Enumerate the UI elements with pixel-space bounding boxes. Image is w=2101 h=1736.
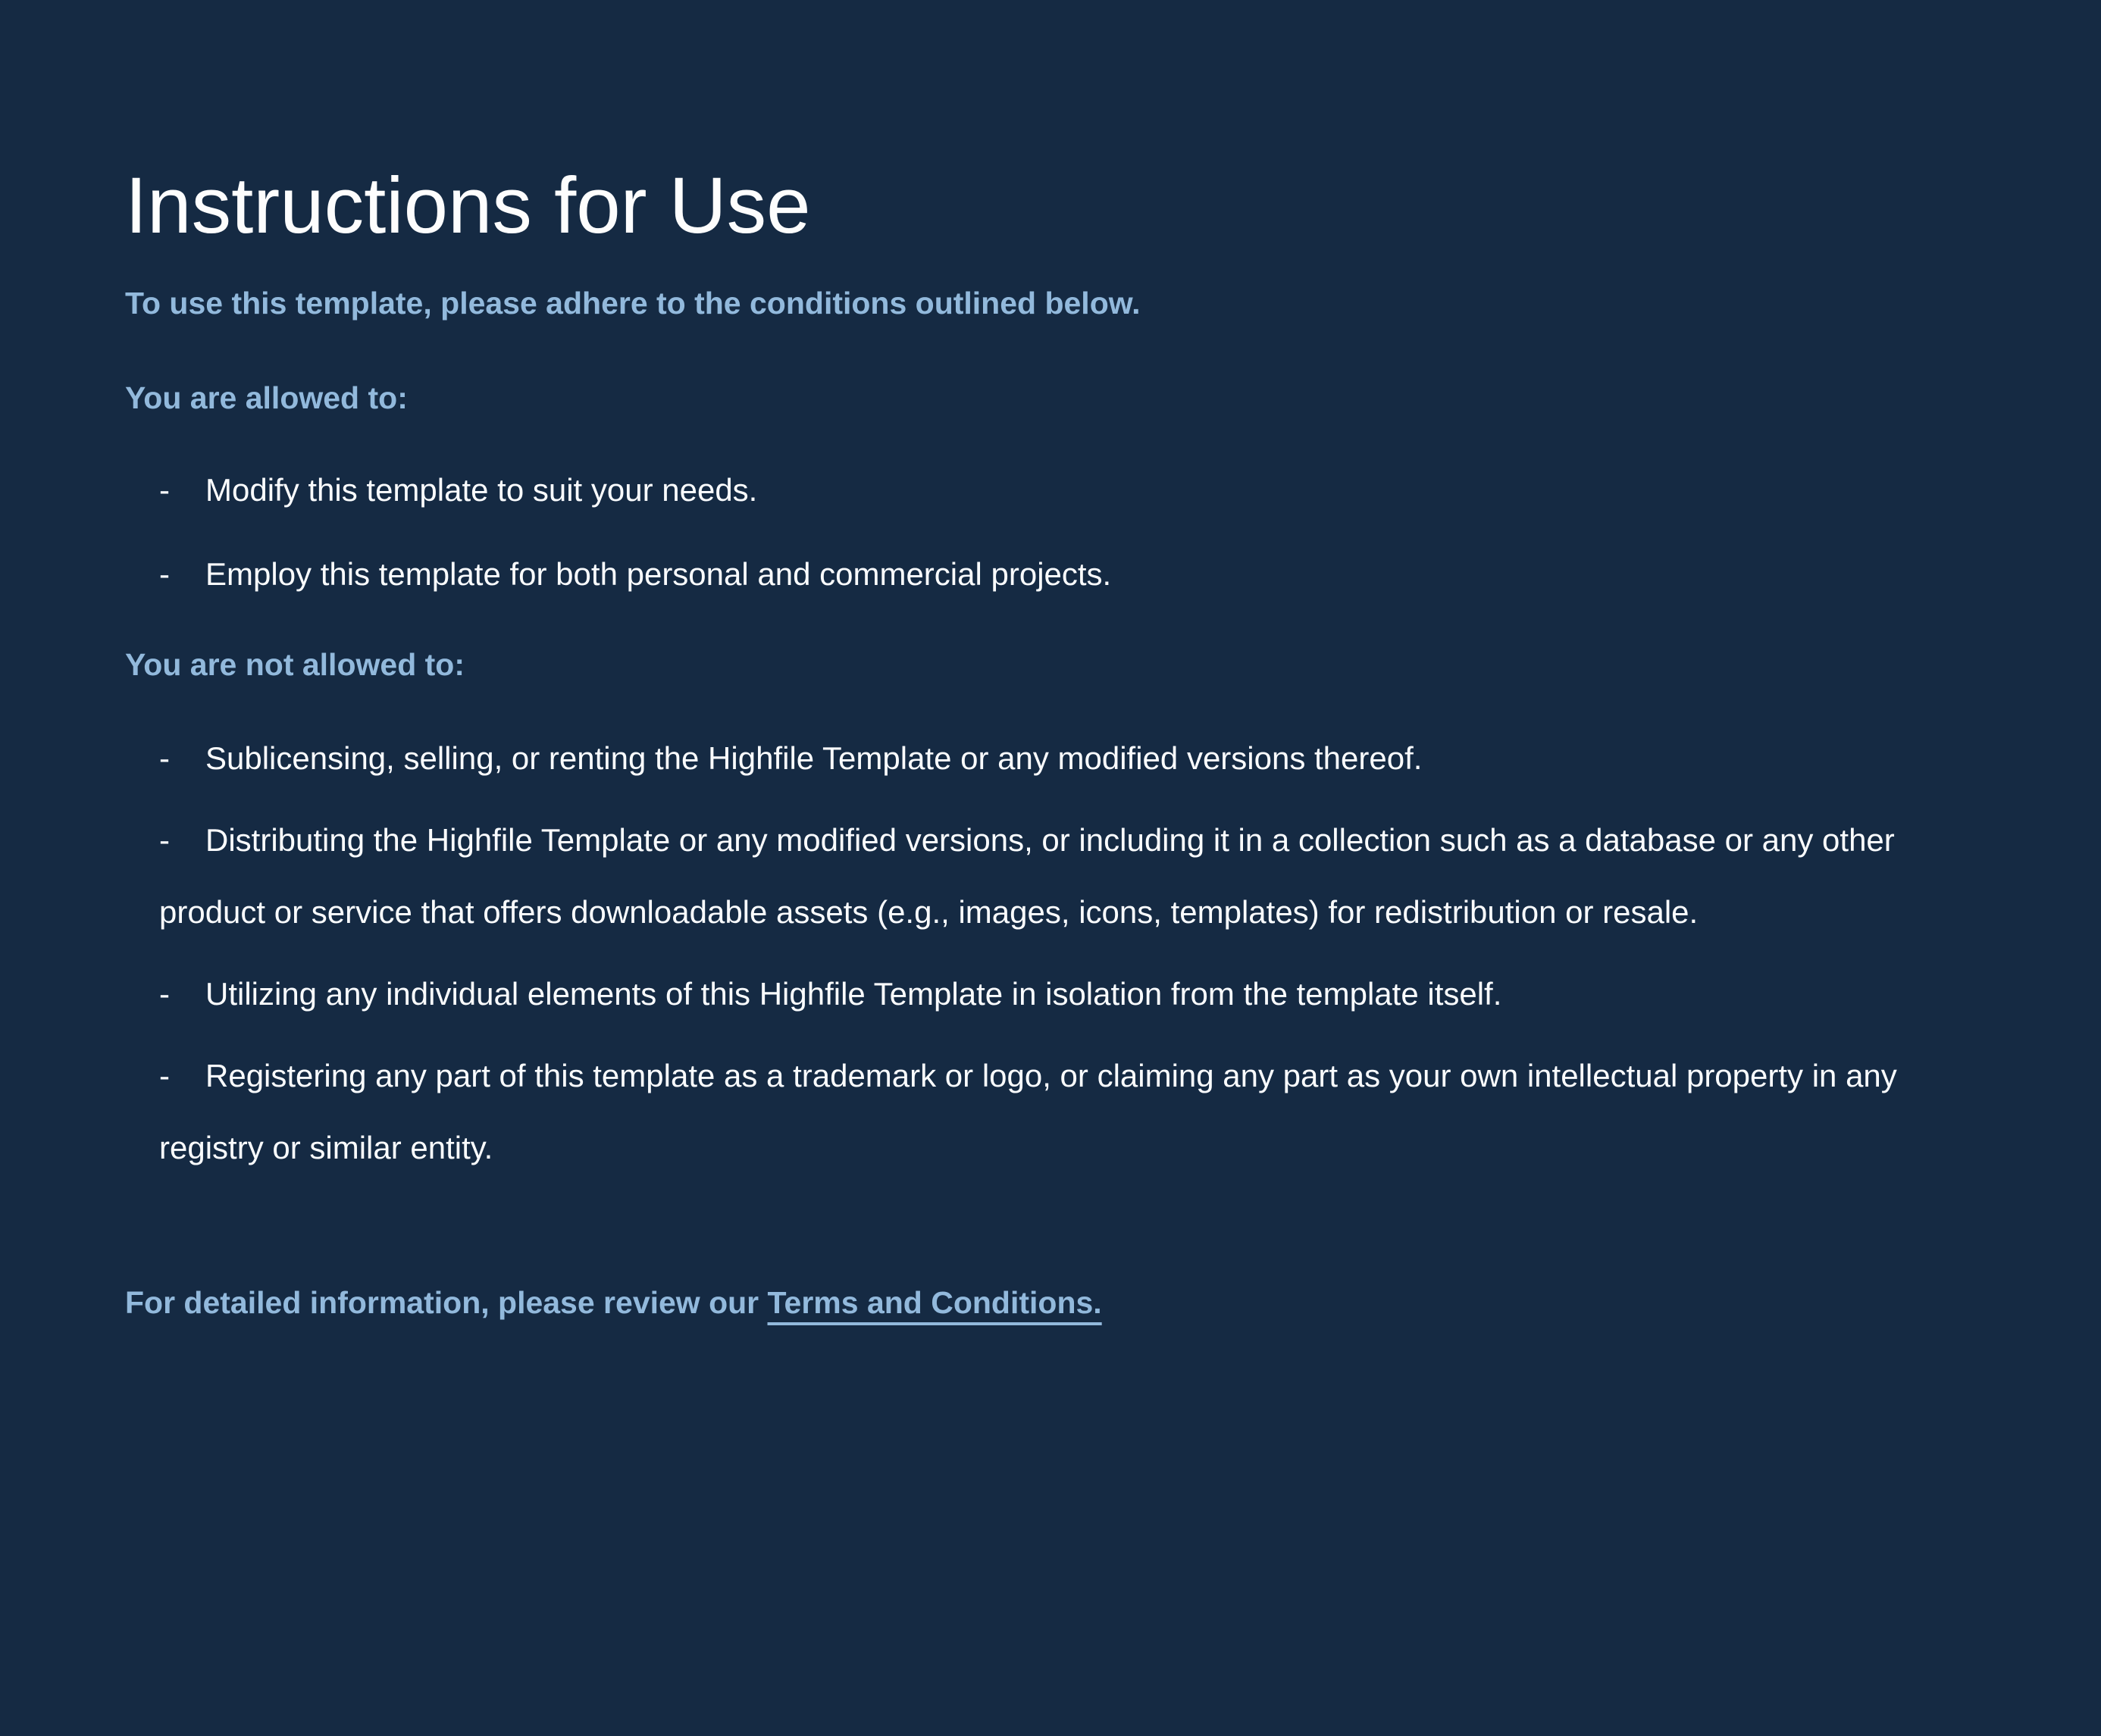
bullet-dash: -: [159, 821, 170, 858]
page-title: Instructions for Use: [125, 161, 811, 250]
bullet-dash: -: [159, 975, 170, 1012]
bullet-text: Employ this template for both personal and commercial projects.: [205, 555, 1112, 592]
bullet-dash: -: [159, 471, 170, 508]
bullet-text: Distributing the Highfile Template or any modified versions, or including it in a collection such as a database or any other product or service that offers downloadable assets (e.g., images, icons, templates) for redistribution or resale.: [159, 821, 1895, 930]
allowed-bullet-employ: [159, 538, 1978, 610]
footer-note: [125, 1284, 2101, 1321]
not-allowed-bullet-utilizing: [159, 958, 1978, 1030]
bullet-dash: -: [159, 1057, 170, 1093]
footer-text: For detailed information, please review our: [125, 1284, 768, 1320]
allowed-bullet-modify: [159, 454, 1978, 526]
bullet-dash: -: [159, 740, 170, 776]
section-heading-not-allowed: You are not allowed to:: [125, 646, 465, 682]
bullet-text: Registering any part of this template as a trademark or logo, or claiming any part as your own intellectual property in any registry or similar entity.: [159, 1057, 1897, 1165]
bullet-text: Utilizing any individual elements of this Highfile Template in isolation from the template itself.: [205, 975, 1502, 1012]
not-allowed-bullet-registering: [159, 1040, 1978, 1184]
not-allowed-bullet-sublicensing: [159, 722, 1978, 794]
instructions-slide: [0, 161, 2101, 1736]
bullet-text: Modify this template to suit your needs.: [205, 471, 758, 508]
bullet-dash: -: [159, 555, 170, 592]
bullet-text: Sublicensing, selling, or renting the Highfile Template or any modified versions thereof.: [205, 740, 1423, 776]
section-heading-allowed: You are allowed to:: [125, 380, 408, 415]
not-allowed-bullet-distributing: [159, 804, 1978, 948]
subtitle: To use this template, please adhere to the conditions outlined below.: [125, 285, 1141, 321]
terms-and-conditions-link[interactable]: Terms and Conditions.: [767, 1284, 1102, 1320]
